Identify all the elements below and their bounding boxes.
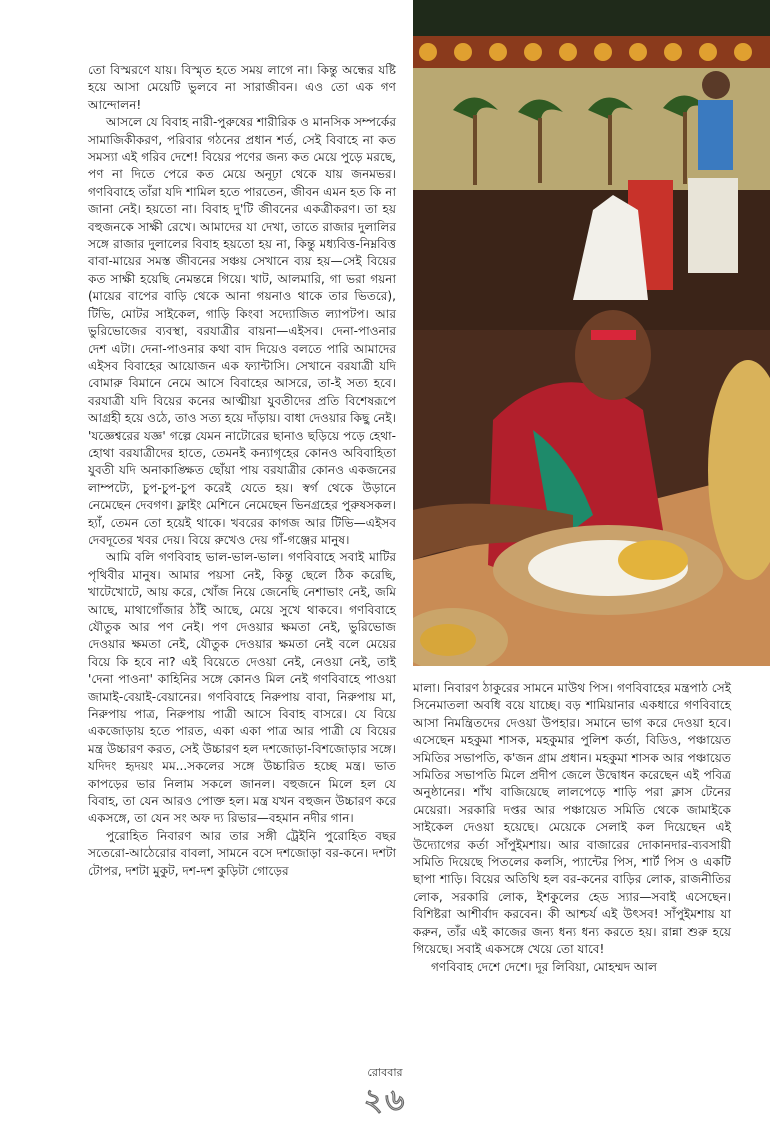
paragraph: আমি বলি গণবিবাহ ভাল-ভাল-ভাল। গণবিবাহে সবাই মাটির পৃথিবীর মানুষ। আমার পয়সা নেই, কিন্তু ছেলে ঠিক করেছি, খাটেখোটে, আয় করে, খোঁজ নিয়ে জেনেছি নেশাভাং নেই, জমি আছে, মাথাগোঁজার ঠাঁই আছে, মেয়ে সুখে থাকবে। গণবিবাহে যৌতুক আর পণ নেই। পণ দেওয়ার ক্ষমতা নেই, ভুরিভোজ দেওয়ার ক্ষমতা নেই, যৌতুক দেওয়ার ক্ষমতা নেই বলে মেয়ের বিয়ে কি হবে না? এই বিয়েতে দেওয়া নেই, নেওয়া নেই, তাই 'দেনা পাওনা' কাহিনির সঙ্গে কোনও মিল নেই গণবিবাহে পাওয়া জামাই-বেয়াই-বেয়ানের। গণবিবাহে নিরুপায় বাবা, নিরুপায় মা, নিরুপায় পাত্র, নিরুপায় পাত্রী আসে বিবাহ বাসরে। যে বিয়ে একজোড়ায় হতে পারত, একা একা পাত্র আর পাত্রী যে বিয়ের মন্ত্র উচ্চারণ করত, সেই উচ্চারণ হল দশজোড়া-বিশজোড়ার সঙ্গে। যদিদং হৃদয়ং মম...সকলের সঙ্গে উচ্চারিত হচ্ছে মন্ত্র। ভাত কাপড়ের ভার নিলাম সকলে জানল। বহুজনে মিলে হল যে বিবাহ, তা যেন আরও পোক্ত হল। মন্ত্র যখন বহুজন উচ্চারণ করে একসঙ্গে, তা যেন সং অফ দ্য রিভার—বহমান নদীর গান। <box>88 550 396 826</box>
wedding-bride-photo <box>413 0 770 666</box>
article-right-column <box>413 680 731 976</box>
page-number: ২৬ <box>363 1083 407 1118</box>
magazine-name: রোববার <box>367 1066 403 1079</box>
paragraph: তো বিস্মরণে যায়। বিস্মৃত হতে সময় লাগে না। কিন্তু অন্ধের যষ্টি হয়ে আসা মেয়েটি ভুলবে না সারাজীবন। এও তো এক গণ আন্দোলন! <box>88 63 396 112</box>
paragraph: গণবিবাহ দেশে দেশে। দূর লিবিয়া, মোহম্মদ আল <box>431 959 658 974</box>
paragraph: পুরোহিত নিবারণ আর তার সঙ্গী ট্রেইনি পুরোহিত বছর সতেরো-আঠেরোর বাবলা, সামনে বসে দশজোড়া বর-কনে। দশটা টোপর, দশটা মুকুট, দশ-দশ কুড়িটা গোড়ের <box>88 828 396 878</box>
paragraph: মালা। নিবারণ ঠাকুরের সামনে মাউথ পিস। গণবিবাহের মন্ত্রপাঠ সেই সিনেমাতলা অবধি বয়ে যাচ্ছে। বড় শামিয়ানার একধারে গণবিবাহে আসা নিমন্ত্রিতদের দেওয়া উপহার। সমানে ভাগ করে দেওয়া হবে। এসেছেন মহকুমা শাসক, মহকুমার পুলিশ কর্তা, বিডিও, পঞ্চায়েত সমিতির সভাপতি, ক'জন গ্রাম প্রধান। মহকুমা শাসক আর পঞ্চায়েত সমিতির সভাপতি মিলে প্রদীপ জেলে উদ্বোধন করেছেন এই পবিত্র অনুষ্ঠানের। শাঁখ বাজিয়েছে লালপেড়ে শাড়ি পরা ক্লাস টেনের মেয়েরা। সরকারি দপ্তর আর পঞ্চায়েত সমিতি থেকে জামাইকে সাইকেল দেওয়া হয়েছে। মেয়েকে সেলাই কল দিয়েছেন এই উদ্যোগের কর্তা সাঁপুইমশায়। আর বাজারের দোকানদার-ব্যবসায়ী সমিতি দিয়েছে পিতলের কলসি, প্যান্টের পিস, শার্ট পিস ও একটি ছাপা শাড়ি। বিয়ের অতিথি হল বর-কনের বাড়ির লোক, রাজনীতির লোক, সরকারি লোক, ইশকুলের হেড স্যার—সবাই এসেছেন। বিশিষ্টরা আশীর্বাদ করবেন। কী আশ্চর্য এই উৎসব! সাঁপুইমশায় যা করুন, তাঁর এই কাজের জন্য ধন্য ধন্য করতে হয়। রান্না শুরু হয়ে গিয়েছে। সবাই একসঙ্গে খেয়ে তো যাবে! <box>413 681 731 957</box>
article-left-column <box>88 62 396 880</box>
paragraph: আসলে যে বিবাহ নারী-পুরুষের শারীরিক ও মানসিক সম্পর্কের সামাজিকীকরণ, পরিবার গঠনের প্রধান শর্ত, সেই বিবাহে না কত সমস্যা এই গরিব দেশে! বিয়ের পণের জন্য কত মেয়ে পুড়ে মরছে, পণ না দিতে পেরে কত মেয়ে অনূঢ়া থেকে যায় জনমভর। গণবিবাহে তাঁরা যদি শামিল হতে পারতেন, জীবন এমন হত কি না জানা নেই। হয়তো না। বিবাহ দু'টি জীবনের একত্রীকরণ। তা হয় বহুজনকে সাক্ষী রেখে। আমাদের যা দেখা, তাতে রাজার দুলালির সঙ্গে রাজার দুলালের বিবাহ হয়তো হয় না, কিন্তু মধ্যবিত্ত-নিম্নবিত্ত বাবা-মায়ের সমস্ত জীবনের সঞ্চয় সেখানে ব্যয় হয়—সেই বিয়ের কত সাক্ষী হয়েছি নেমন্তন্নে গিয়ে। খাট, আলমারি, গা ভরা গয়না (মায়ের বাপের বাড়ি থেকে আনা গয়নাও থাকে তার ভিতরে), টিভি, মোটর সাইকেল, গাড়ি কিংবা সদ্যোজিত ল্যাপটপ। আর ভুরিভোজের ব্যবস্থা, বরযাত্রীর বায়না—এইসব। দেনা-পাওনার দেশ এটা। দেনা-পাওনার কথা বাদ দিয়েও বলতে পারি আমাদের এইসব বিবাহের আয়োজন এক ফ্যান্টাসি। সেখানে বরযাত্রী যদি বোমারু বিমানে নেমে আসে বিবাহের আসরে, তা-ই সত্য হবে। বরযাত্রী যদি বিয়ের কনের আত্মীয়া যুবতীদের প্রতি বিশেষরূপে আগ্রহী হয়ে ওঠে, তাও সত্য হয়ে দাঁড়ায়। বাধা দেওয়ার কিছু নেই। 'যজ্ঞেশ্বরের যজ্ঞ' গল্পে যেমন নাটোরের ছানাও ছড়িয়ে পড়ে হেথা-হোথা বরযাত্রীদের হাতে, তেমনই কন্যাগৃহের কোনও অবিবাহিতা যুবতী যদি অনাকাঙ্ক্ষিত ছোঁয়া পায় বরযাত্রীর কোনও একজনের লাম্পট্যে, চুপ-চুপ-চুপ করেই যেতে হয়। স্বর্গ থেকে উড়ানে নেমেছেন দেবগণ। ফ্লাইং মেশিনে নেমেছেন ভিনগ্রহের পুরুষসকল। হ্যাঁ, তেমন তো হয়েই থাকে। খবরের কাগজ আর টিভি—এইসব দেবদূতের খবর দেয়। বিয়ে রুখেও দেয় গাঁ-গঞ্জের মানুষ। <box>88 115 396 547</box>
